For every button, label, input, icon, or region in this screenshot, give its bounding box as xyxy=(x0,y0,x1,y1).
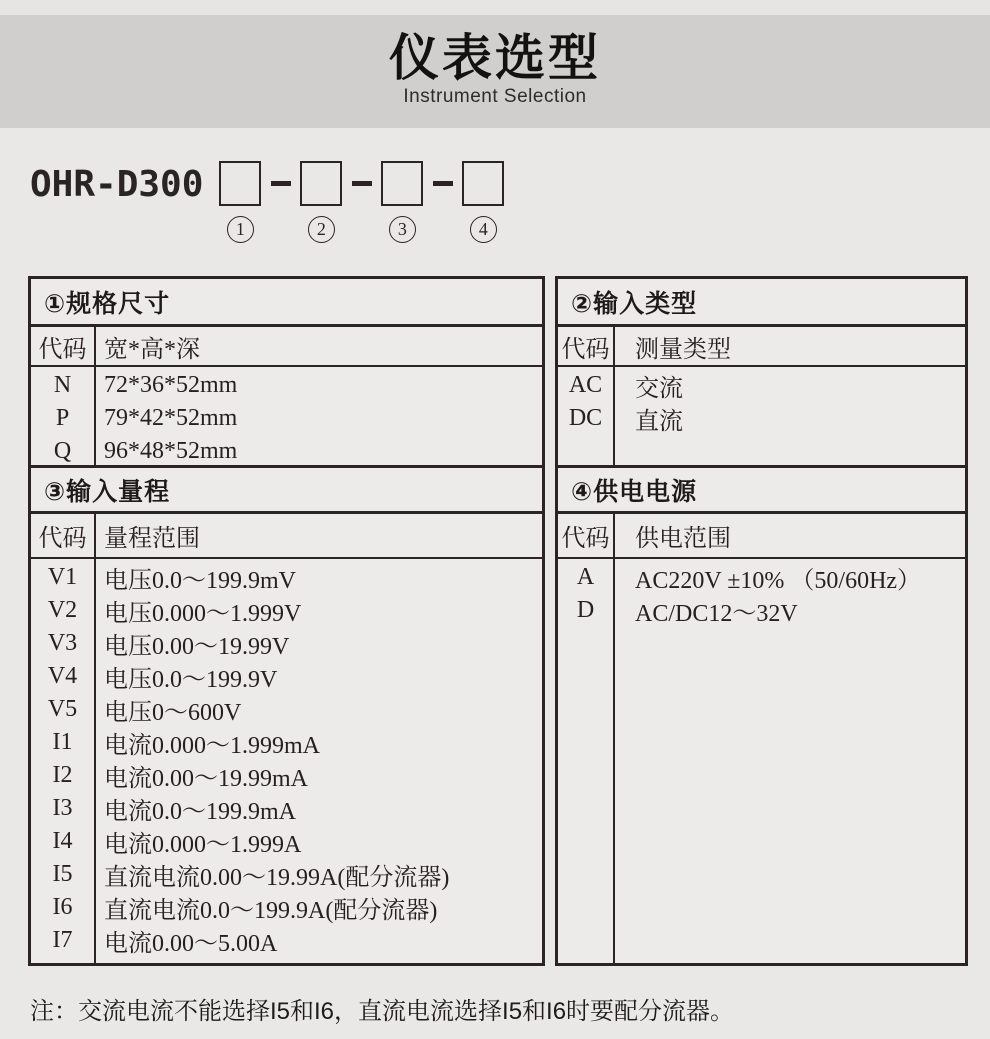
section-title-input-type: ②输入类型 xyxy=(558,279,965,327)
column-header-code: 代码 xyxy=(31,327,96,365)
row-code: Q xyxy=(53,438,72,464)
input-range-rows xyxy=(31,559,542,963)
row-code: I3 xyxy=(52,795,73,821)
footnote: 注：交流电流不能选择I5和I6，直流电流选择I5和I6时要配分流器。 xyxy=(30,998,735,1025)
circled-number-4: 4 xyxy=(470,216,497,243)
row-code: I4 xyxy=(52,828,73,854)
section-title-power-supply: ④供电电源 xyxy=(558,468,965,514)
column-header-row xyxy=(558,514,965,559)
code-column xyxy=(31,367,96,465)
model-slot-1 xyxy=(219,161,261,243)
top-strip xyxy=(0,0,990,15)
dash-separator xyxy=(271,181,291,186)
row-value: 电压0.00～19.99V xyxy=(104,634,290,660)
row-value: 电压0.0～199.9mV xyxy=(104,568,296,594)
row-value: 电流0.0～199.9mA xyxy=(104,799,296,825)
row-code: D xyxy=(576,597,595,623)
row-value: 直流电流0.0～199.9A(配分流器) xyxy=(104,898,438,924)
row-code: V3 xyxy=(47,630,78,656)
circled-number-3: 3 xyxy=(389,216,416,243)
row-code: DC xyxy=(568,405,603,431)
model-slots xyxy=(219,161,504,243)
dash-separator xyxy=(352,181,372,186)
row-value: 72*36*52mm xyxy=(104,372,238,398)
column-header-code: 代码 xyxy=(558,514,615,557)
option-box-2 xyxy=(300,161,342,206)
code-column xyxy=(31,559,96,963)
row-value: 电流0.00～5.00A xyxy=(104,931,278,957)
row-value: 电压0.000～1.999V xyxy=(104,601,302,627)
row-value: 96*48*52mm xyxy=(104,438,238,464)
row-value: 电流0.000～1.999mA xyxy=(104,733,320,759)
row-code: I1 xyxy=(52,729,73,755)
code-column xyxy=(558,559,615,963)
header-banner xyxy=(0,15,990,128)
section-title-input-range: ③输入量程 xyxy=(31,468,542,514)
value-column xyxy=(615,559,965,963)
value-column xyxy=(615,367,965,465)
circled-number-1: 1 xyxy=(227,216,254,243)
page-title: 仪表选型 xyxy=(389,30,601,86)
row-code: AC xyxy=(568,372,603,398)
row-value: 电流0.00～19.99mA xyxy=(104,766,308,792)
input-type-rows xyxy=(558,367,965,468)
option-box-3 xyxy=(381,161,423,206)
value-column xyxy=(96,367,542,465)
row-code: N xyxy=(53,372,72,398)
model-slot-2 xyxy=(300,161,342,243)
column-header-value: 宽*高*深 xyxy=(104,336,200,363)
row-value: 电压0～600V xyxy=(104,700,242,726)
row-value: 交流 xyxy=(635,376,683,402)
column-header-value: 供电范围 xyxy=(635,526,731,552)
row-code: A xyxy=(576,564,595,590)
model-prefix: OHR-D300 xyxy=(30,164,204,205)
row-code: I7 xyxy=(52,927,73,953)
model-slot-3 xyxy=(381,161,423,243)
column-header-code: 代码 xyxy=(558,327,615,365)
row-code: I6 xyxy=(52,894,73,920)
row-value: 79*42*52mm xyxy=(104,405,238,431)
dash-separator xyxy=(433,181,453,186)
column-header-value: 测量类型 xyxy=(635,336,731,363)
row-value: AC220V ±10% （50/60Hz） xyxy=(635,568,922,594)
option-box-4 xyxy=(462,161,504,206)
row-code: I2 xyxy=(52,762,73,788)
table-left xyxy=(28,276,545,966)
model-slot-4 xyxy=(462,161,504,243)
row-code: V4 xyxy=(47,663,78,689)
row-value: 直流 xyxy=(635,409,683,435)
row-code: I5 xyxy=(52,861,73,887)
row-code: V2 xyxy=(47,597,78,623)
column-header-row xyxy=(31,327,542,367)
row-value: AC/DC12～32V xyxy=(635,601,798,627)
row-code: V5 xyxy=(47,696,78,722)
power-supply-rows xyxy=(558,559,965,963)
table-right xyxy=(555,276,968,966)
circled-number-2: 2 xyxy=(308,216,335,243)
page-subtitle: Instrument Selection xyxy=(403,86,587,107)
row-code: P xyxy=(55,405,70,431)
row-value: 直流电流0.00～19.99A(配分流器) xyxy=(104,865,450,891)
spec-size-rows xyxy=(31,367,542,468)
column-header-row xyxy=(31,514,542,559)
code-column xyxy=(558,367,615,465)
column-header-code: 代码 xyxy=(31,514,96,557)
row-value: 电流0.000～1.999A xyxy=(104,832,302,858)
column-header-row xyxy=(558,327,965,367)
row-value: 电压0.0～199.9V xyxy=(104,667,278,693)
column-header-value: 量程范围 xyxy=(104,526,200,552)
value-column xyxy=(96,559,542,963)
model-code-row xyxy=(30,161,504,243)
row-code: V1 xyxy=(47,564,78,590)
section-title-spec-size: ①规格尺寸 xyxy=(31,279,542,327)
option-box-1 xyxy=(219,161,261,206)
